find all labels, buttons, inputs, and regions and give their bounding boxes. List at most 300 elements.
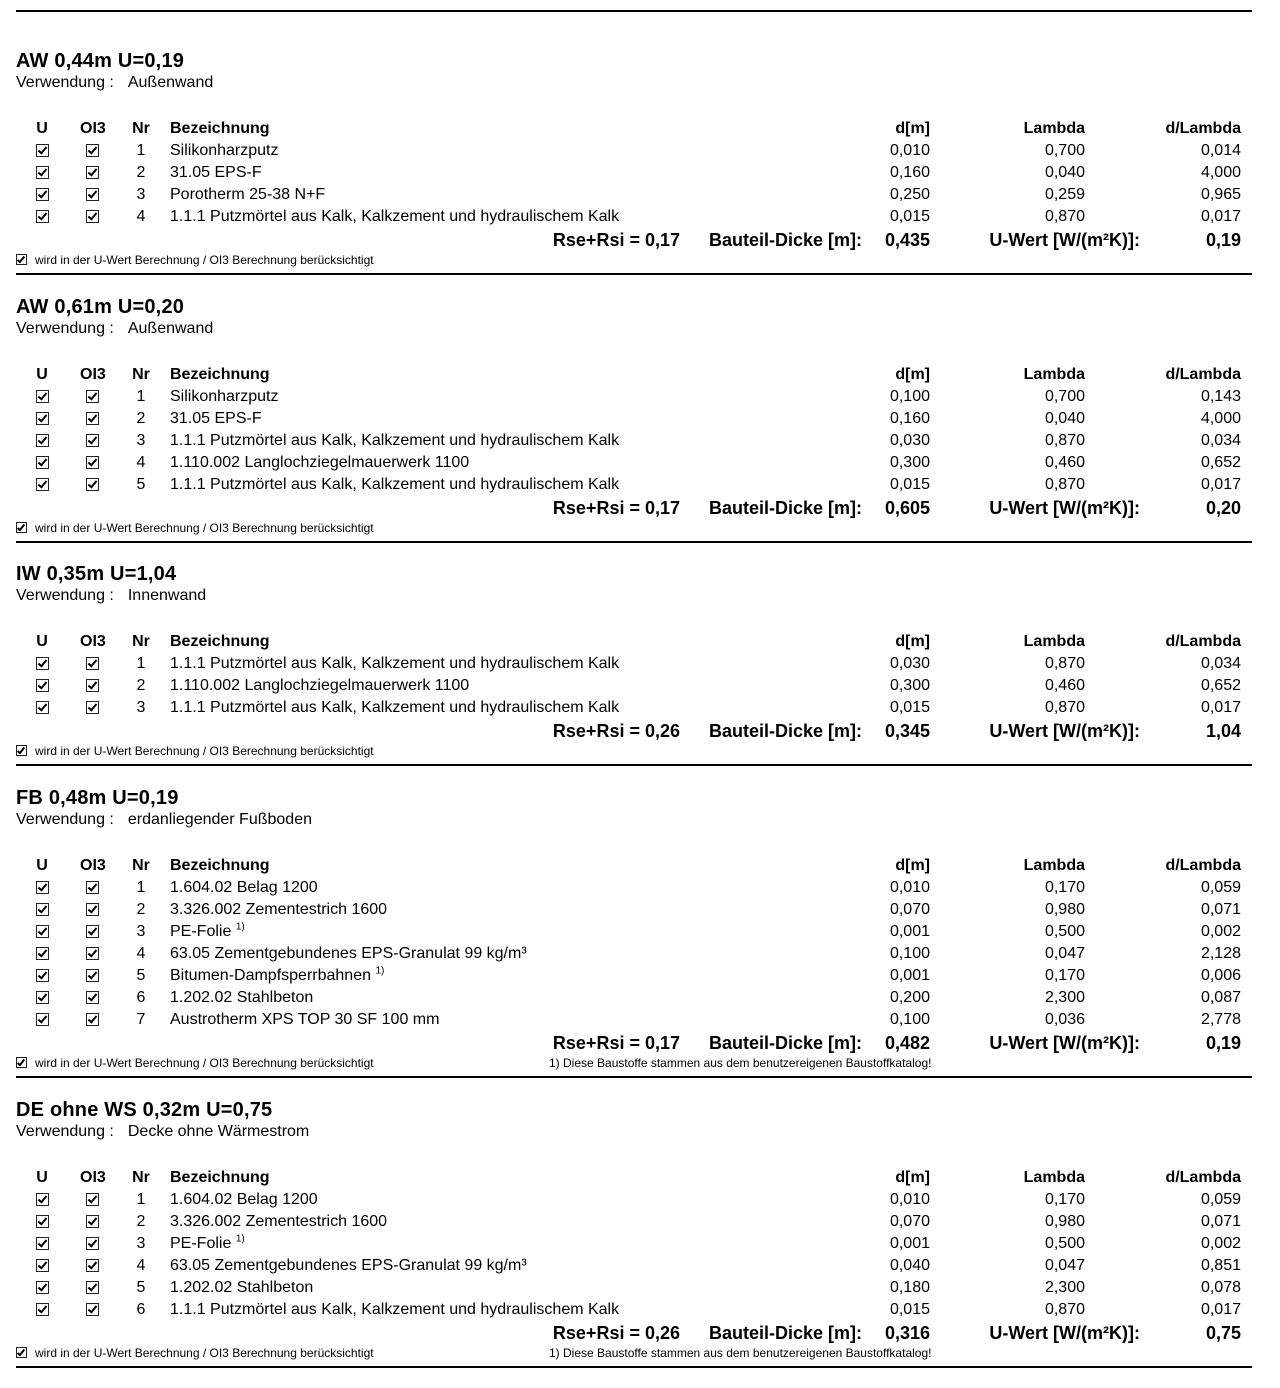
bauteil-dicke-label: Bauteil-Dicke [m]: — [708, 498, 862, 518]
u-checkbox-cell — [34, 1255, 50, 1277]
layer-d-lambda: 0,071 — [1200, 901, 1241, 918]
oi3-checkbox-cell — [80, 675, 104, 697]
u-wert-value: 0,75 — [1205, 1323, 1241, 1343]
layer-d-lambda: 0,034 — [1200, 432, 1241, 449]
oi3-checkbox-icon — [86, 1259, 99, 1272]
layer-bezeichnung — [170, 184, 325, 206]
header-lambda: Lambda — [1023, 857, 1085, 874]
oi3-checkbox-icon — [86, 390, 99, 403]
oi3-checkbox-icon — [86, 1281, 99, 1294]
layer-lambda: 0,980 — [1044, 901, 1085, 918]
u-checkbox-icon — [36, 434, 49, 447]
oi3-checkbox-icon — [86, 679, 99, 692]
layer-lambda: 0,870 — [1044, 1301, 1085, 1318]
layer-bezeichnung — [170, 452, 469, 474]
layer-bezeichnung — [170, 987, 313, 1009]
table-row — [0, 1299, 1280, 1321]
layer-bezeichnung — [170, 653, 619, 675]
bauteil-dicke-value: 0,345 — [884, 721, 930, 741]
layer-bezeichnung — [170, 1009, 439, 1031]
footnote-text: wird in der U-Wert Berechnung / OI3 Berechnung berücksichtigt — [35, 744, 374, 758]
layer-thickness: 0,030 — [889, 432, 930, 449]
oi3-checkbox-cell — [80, 474, 104, 496]
layer-lambda: 0,500 — [1044, 923, 1085, 940]
u-checkbox-icon — [36, 412, 49, 425]
u-checkbox-icon — [36, 903, 49, 916]
layer-name: 1.110.002 Langlochziegelmauerwerk 1100 — [170, 677, 470, 694]
oi3-checkbox-cell — [80, 184, 104, 206]
layer-thickness: 0,030 — [889, 655, 930, 672]
oi3-checkbox-icon — [86, 1193, 99, 1206]
layer-name: 1.1.1 Putzmörtel aus Kalk, Kalkzement und hydraulischem Kalk — [170, 476, 620, 493]
oi3-checkbox-cell — [80, 697, 104, 719]
oi3-checkbox-cell — [80, 1299, 104, 1321]
layer-thickness: 0,010 — [889, 1191, 930, 1208]
catalog-note: 1) Diese Baustoffe stammen aus dem benutzereigenen Baustoffkatalog! — [549, 1056, 932, 1070]
layer-nr: 3 — [136, 432, 146, 449]
verwendung-label: Verwendung : — [16, 320, 114, 337]
layer-name: Porotherm 25-38 N+F — [170, 186, 326, 203]
verwendung-value: Außenwand — [127, 74, 214, 91]
verwendung-value: Innenwand — [127, 587, 207, 604]
section-title: AW 0,44m U=0,19 — [16, 50, 185, 72]
table-header — [0, 118, 1280, 140]
u-checkbox-icon — [36, 1259, 49, 1272]
layer-d-lambda: 0,014 — [1200, 142, 1241, 159]
header-oi3: OI3 — [80, 633, 106, 650]
layer-bezeichnung — [170, 697, 619, 719]
layer-lambda: 2,300 — [1044, 989, 1085, 1006]
header-u: U — [36, 633, 48, 650]
footnote-checkbox-icon — [16, 254, 27, 265]
oi3-checkbox-icon — [86, 701, 99, 714]
table-row — [0, 408, 1280, 430]
layer-thickness: 0,010 — [889, 879, 930, 896]
u-checkbox-cell — [34, 206, 50, 228]
layer-bezeichnung — [170, 1299, 619, 1321]
header-d-lambda: d/Lambda — [1165, 120, 1241, 137]
u-wert-label: U-Wert [W/(m²K)]: — [989, 1033, 1140, 1053]
layer-bezeichnung — [170, 162, 262, 184]
u-wert-label: U-Wert [W/(m²K)]: — [989, 721, 1140, 741]
layer-lambda: 0,870 — [1044, 432, 1085, 449]
u-checkbox-icon — [36, 166, 49, 179]
u-checkbox-cell — [34, 1211, 50, 1233]
u-checkbox-cell — [34, 1233, 50, 1255]
oi3-checkbox-cell — [80, 1255, 104, 1277]
layer-thickness: 0,100 — [889, 945, 930, 962]
verwendung-label: Verwendung : — [16, 811, 114, 828]
u-checkbox-cell — [34, 675, 50, 697]
layer-nr: 3 — [136, 186, 146, 203]
oi3-checkbox-cell — [80, 943, 104, 965]
layer-name: Bitumen-Dampfsperrbahnen — [170, 967, 371, 984]
layer-name: 63.05 Zementgebundenes EPS-Granulat 99 kg/m³ — [170, 1257, 527, 1274]
oi3-checkbox-icon — [86, 166, 99, 179]
layer-d-lambda: 0,002 — [1200, 1235, 1241, 1252]
berechnung-footnote — [16, 744, 374, 758]
u-checkbox-cell — [34, 1189, 50, 1211]
table-row — [0, 987, 1280, 1009]
u-checkbox-cell — [34, 943, 50, 965]
oi3-checkbox-cell — [80, 430, 104, 452]
layer-thickness: 0,160 — [889, 164, 930, 181]
layer-name: PE-Folie — [170, 1235, 232, 1252]
layer-lambda: 0,700 — [1044, 388, 1085, 405]
footnote-marker: 1) — [235, 921, 245, 933]
layer-nr: 4 — [136, 1257, 146, 1274]
header-oi3: OI3 — [80, 120, 106, 137]
header-d-lambda: d/Lambda — [1165, 366, 1241, 383]
layer-name: 1.1.1 Putzmörtel aus Kalk, Kalkzement und hydraulischem Kalk — [170, 1301, 620, 1318]
table-row — [0, 877, 1280, 899]
layer-thickness: 0,015 — [889, 476, 930, 493]
layer-nr: 1 — [136, 879, 146, 896]
berechnung-footnote — [16, 1056, 374, 1070]
summary-row — [0, 1321, 1280, 1345]
header-oi3: OI3 — [80, 857, 106, 874]
header-oi3: OI3 — [80, 1169, 106, 1186]
layer-thickness: 0,300 — [889, 454, 930, 471]
u-checkbox-cell — [34, 1009, 50, 1031]
table-row — [0, 1255, 1280, 1277]
oi3-checkbox-cell — [80, 877, 104, 899]
table-row — [0, 965, 1280, 987]
section-title: DE ohne WS 0,32m U=0,75 — [16, 1099, 273, 1121]
verwendung-line — [16, 320, 213, 338]
rse-rsi: Rse+Rsi = 0,17 — [552, 230, 680, 250]
layer-nr: 4 — [136, 454, 146, 471]
layer-nr: 3 — [136, 923, 146, 940]
header-nr: Nr — [132, 1169, 150, 1186]
u-checkbox-icon — [36, 456, 49, 469]
oi3-checkbox-cell — [80, 1211, 104, 1233]
u-checkbox-cell — [34, 965, 50, 987]
layer-name: Silikonharzputz — [170, 388, 279, 405]
layer-thickness: 0,200 — [889, 989, 930, 1006]
layer-d-lambda: 0,851 — [1200, 1257, 1241, 1274]
oi3-checkbox-icon — [86, 903, 99, 916]
layer-bezeichnung — [170, 1255, 527, 1277]
bauteil-dicke-value: 0,435 — [884, 230, 930, 250]
footnote-text: wird in der U-Wert Berechnung / OI3 Berechnung berücksichtigt — [35, 253, 374, 267]
header-bezeichnung: Bezeichnung — [170, 857, 270, 874]
layer-nr: 5 — [136, 1279, 146, 1296]
layer-thickness: 0,001 — [889, 923, 930, 940]
u-checkbox-icon — [36, 1193, 49, 1206]
u-checkbox-cell — [34, 1299, 50, 1321]
bauteil-dicke-label: Bauteil-Dicke [m]: — [708, 721, 862, 741]
layer-d-lambda: 0,017 — [1200, 699, 1241, 716]
footnote-text: wird in der U-Wert Berechnung / OI3 Berechnung berücksichtigt — [35, 1056, 374, 1070]
oi3-checkbox-cell — [80, 899, 104, 921]
header-d: d[m] — [895, 120, 930, 137]
u-checkbox-cell — [34, 921, 50, 943]
layer-nr: 1 — [136, 388, 146, 405]
header-bezeichnung: Bezeichnung — [170, 120, 270, 137]
layer-nr: 5 — [136, 967, 146, 984]
rse-rsi: Rse+Rsi = 0,17 — [552, 498, 680, 518]
u-checkbox-icon — [36, 947, 49, 960]
u-wert-label: U-Wert [W/(m²K)]: — [989, 230, 1140, 250]
table-row — [0, 452, 1280, 474]
top-rule — [16, 10, 1252, 12]
header-u: U — [36, 366, 48, 383]
layer-bezeichnung — [170, 408, 262, 430]
u-checkbox-icon — [36, 881, 49, 894]
u-checkbox-cell — [34, 408, 50, 430]
verwendung-value: erdanliegender Fußboden — [127, 811, 312, 828]
oi3-checkbox-cell — [80, 987, 104, 1009]
table-row — [0, 1211, 1280, 1233]
u-checkbox-icon — [36, 478, 49, 491]
layer-lambda: 0,870 — [1044, 208, 1085, 225]
layer-d-lambda: 0,059 — [1200, 1191, 1241, 1208]
table-header — [0, 1167, 1280, 1189]
berechnung-footnote — [16, 1346, 374, 1360]
u-checkbox-icon — [36, 1215, 49, 1228]
layer-lambda: 2,300 — [1044, 1279, 1085, 1296]
layer-bezeichnung — [170, 899, 387, 921]
layer-bezeichnung — [170, 430, 619, 452]
layer-d-lambda: 0,143 — [1200, 388, 1241, 405]
layer-lambda: 0,870 — [1044, 476, 1085, 493]
section-title: IW 0,35m U=1,04 — [16, 563, 177, 585]
header-lambda: Lambda — [1023, 633, 1085, 650]
layer-name: 3.326.002 Zementestrich 1600 — [170, 901, 388, 918]
layer-lambda: 0,047 — [1044, 945, 1085, 962]
oi3-checkbox-icon — [86, 881, 99, 894]
layer-bezeichnung — [170, 943, 527, 965]
oi3-checkbox-cell — [80, 1189, 104, 1211]
u-checkbox-icon — [36, 1303, 49, 1316]
header-d-lambda: d/Lambda — [1165, 633, 1241, 650]
summary-row — [0, 496, 1280, 520]
layer-name: 31.05 EPS-F — [170, 164, 262, 181]
layer-name: 1.110.002 Langlochziegelmauerwerk 1100 — [170, 454, 470, 471]
u-checkbox-cell — [34, 899, 50, 921]
oi3-checkbox-icon — [86, 456, 99, 469]
layer-name: 3.326.002 Zementestrich 1600 — [170, 1213, 388, 1230]
u-checkbox-cell — [34, 386, 50, 408]
layer-name: 31.05 EPS-F — [170, 410, 262, 427]
layer-thickness: 0,100 — [889, 1011, 930, 1028]
layer-lambda: 0,170 — [1044, 1191, 1085, 1208]
layer-thickness: 0,015 — [889, 208, 930, 225]
oi3-checkbox-icon — [86, 1013, 99, 1026]
rse-rsi: Rse+Rsi = 0,26 — [552, 1323, 680, 1343]
layer-nr: 2 — [136, 410, 146, 427]
u-checkbox-icon — [36, 991, 49, 1004]
oi3-checkbox-icon — [86, 969, 99, 982]
layer-name: 1.202.02 Stahlbeton — [170, 1279, 314, 1296]
header-d: d[m] — [895, 633, 930, 650]
layer-d-lambda: 0,017 — [1200, 208, 1241, 225]
header-u: U — [36, 1169, 48, 1186]
u-checkbox-icon — [36, 657, 49, 670]
layer-bezeichnung — [170, 1233, 245, 1255]
rse-rsi: Rse+Rsi = 0,26 — [552, 721, 680, 741]
verwendung-line — [16, 587, 206, 605]
footnote-marker: 1) — [375, 965, 385, 977]
oi3-checkbox-icon — [86, 412, 99, 425]
layer-thickness: 0,160 — [889, 410, 930, 427]
layer-thickness: 0,070 — [889, 901, 930, 918]
oi3-checkbox-icon — [86, 1215, 99, 1228]
oi3-checkbox-icon — [86, 657, 99, 670]
layer-bezeichnung — [170, 474, 619, 496]
u-checkbox-icon — [36, 210, 49, 223]
u-checkbox-cell — [34, 653, 50, 675]
u-checkbox-icon — [36, 390, 49, 403]
verwendung-line — [16, 1123, 309, 1141]
layer-name: PE-Folie — [170, 923, 232, 940]
layer-nr: 2 — [136, 164, 146, 181]
summary-row — [0, 719, 1280, 743]
table-row — [0, 943, 1280, 965]
u-checkbox-icon — [36, 1237, 49, 1250]
u-checkbox-cell — [34, 184, 50, 206]
layer-lambda: 0,259 — [1044, 186, 1085, 203]
table-row — [0, 1009, 1280, 1031]
layer-nr: 2 — [136, 901, 146, 918]
u-wert-value: 0,20 — [1205, 498, 1241, 518]
table-row — [0, 140, 1280, 162]
layer-nr: 2 — [136, 677, 146, 694]
footnote-checkbox-icon — [16, 1347, 27, 1358]
layer-bezeichnung — [170, 140, 279, 162]
table-row — [0, 697, 1280, 719]
layer-bezeichnung — [170, 1211, 387, 1233]
layer-thickness: 0,001 — [889, 1235, 930, 1252]
table-row — [0, 206, 1280, 228]
layer-lambda: 0,170 — [1044, 967, 1085, 984]
u-checkbox-icon — [36, 1013, 49, 1026]
layer-thickness: 0,300 — [889, 677, 930, 694]
layer-name: Austrotherm XPS TOP 30 SF 100 mm — [170, 1011, 440, 1028]
bauteil-dicke-label: Bauteil-Dicke [m]: — [708, 1323, 862, 1343]
footnote-marker: 1) — [235, 1233, 245, 1245]
oi3-checkbox-icon — [86, 188, 99, 201]
layer-d-lambda: 0,002 — [1200, 923, 1241, 940]
oi3-checkbox-cell — [80, 386, 104, 408]
footnote-checkbox-icon — [16, 522, 27, 533]
layer-bezeichnung — [170, 1189, 318, 1211]
oi3-checkbox-icon — [86, 925, 99, 938]
header-d-lambda: d/Lambda — [1165, 1169, 1241, 1186]
layer-d-lambda: 0,017 — [1200, 1301, 1241, 1318]
summary-row — [0, 1031, 1280, 1055]
layer-nr: 6 — [136, 1301, 146, 1318]
layer-lambda: 0,036 — [1044, 1011, 1085, 1028]
layer-d-lambda: 0,006 — [1200, 967, 1241, 984]
layer-name: 1.1.1 Putzmörtel aus Kalk, Kalkzement und hydraulischem Kalk — [170, 208, 620, 225]
layer-nr: 6 — [136, 989, 146, 1006]
layer-bezeichnung — [170, 675, 469, 697]
u-checkbox-icon — [36, 188, 49, 201]
layer-bezeichnung — [170, 877, 318, 899]
oi3-checkbox-icon — [86, 434, 99, 447]
layer-nr: 3 — [136, 1235, 146, 1252]
layer-name: 1.1.1 Putzmörtel aus Kalk, Kalkzement und hydraulischem Kalk — [170, 655, 620, 672]
header-nr: Nr — [132, 633, 150, 650]
header-bezeichnung: Bezeichnung — [170, 366, 270, 383]
layer-d-lambda: 0,034 — [1200, 655, 1241, 672]
oi3-checkbox-cell — [80, 140, 104, 162]
u-checkbox-icon — [36, 1281, 49, 1294]
verwendung-line — [16, 74, 213, 92]
layer-lambda: 0,870 — [1044, 655, 1085, 672]
table-row — [0, 1233, 1280, 1255]
section-separator — [16, 273, 1252, 275]
header-d: d[m] — [895, 1169, 930, 1186]
layer-lambda: 0,870 — [1044, 699, 1085, 716]
verwendung-label: Verwendung : — [16, 1123, 114, 1140]
bauteil-dicke-label: Bauteil-Dicke [m]: — [708, 1033, 862, 1053]
header-oi3: OI3 — [80, 366, 106, 383]
layer-lambda: 0,040 — [1044, 410, 1085, 427]
bauteil-dicke-label: Bauteil-Dicke [m]: — [708, 230, 862, 250]
section-separator — [16, 1366, 1252, 1368]
u-checkbox-cell — [34, 474, 50, 496]
u-checkbox-cell — [34, 162, 50, 184]
u-wert-value: 1,04 — [1205, 721, 1241, 741]
oi3-checkbox-icon — [86, 1303, 99, 1316]
layer-lambda: 0,170 — [1044, 879, 1085, 896]
footnote-text: wird in der U-Wert Berechnung / OI3 Berechnung berücksichtigt — [35, 521, 374, 535]
catalog-note: 1) Diese Baustoffe stammen aus dem benutzereigenen Baustoffkatalog! — [549, 1346, 932, 1360]
u-checkbox-cell — [34, 987, 50, 1009]
oi3-checkbox-cell — [80, 653, 104, 675]
oi3-checkbox-icon — [86, 991, 99, 1004]
u-checkbox-cell — [34, 430, 50, 452]
oi3-checkbox-icon — [86, 144, 99, 157]
layer-name: 1.1.1 Putzmörtel aus Kalk, Kalkzement und hydraulischem Kalk — [170, 432, 620, 449]
layer-name: Silikonharzputz — [170, 142, 279, 159]
berechnung-footnote — [16, 253, 374, 267]
layer-d-lambda: 0,078 — [1200, 1279, 1241, 1296]
oi3-checkbox-icon — [86, 1237, 99, 1250]
table-row — [0, 653, 1280, 675]
u-checkbox-icon — [36, 701, 49, 714]
header-lambda: Lambda — [1023, 1169, 1085, 1186]
layer-nr: 7 — [136, 1011, 146, 1028]
header-lambda: Lambda — [1023, 366, 1085, 383]
u-checkbox-icon — [36, 144, 49, 157]
layer-name: 1.202.02 Stahlbeton — [170, 989, 314, 1006]
section-title: AW 0,61m U=0,20 — [16, 296, 185, 318]
layer-d-lambda: 0,652 — [1200, 454, 1241, 471]
layer-bezeichnung — [170, 1277, 313, 1299]
oi3-checkbox-cell — [80, 206, 104, 228]
bauteil-dicke-value: 0,482 — [884, 1033, 930, 1053]
header-u: U — [36, 120, 48, 137]
table-row — [0, 899, 1280, 921]
layer-d-lambda: 0,652 — [1200, 677, 1241, 694]
section-separator — [16, 1076, 1252, 1078]
u-wert-label: U-Wert [W/(m²K)]: — [989, 498, 1140, 518]
table-row — [0, 474, 1280, 496]
layer-thickness: 0,070 — [889, 1213, 930, 1230]
oi3-checkbox-cell — [80, 1233, 104, 1255]
bauteil-dicke-value: 0,316 — [884, 1323, 930, 1343]
header-d: d[m] — [895, 857, 930, 874]
header-bezeichnung: Bezeichnung — [170, 633, 270, 650]
layer-bezeichnung — [170, 386, 279, 408]
layer-thickness: 0,180 — [889, 1279, 930, 1296]
oi3-checkbox-icon — [86, 210, 99, 223]
oi3-checkbox-cell — [80, 452, 104, 474]
